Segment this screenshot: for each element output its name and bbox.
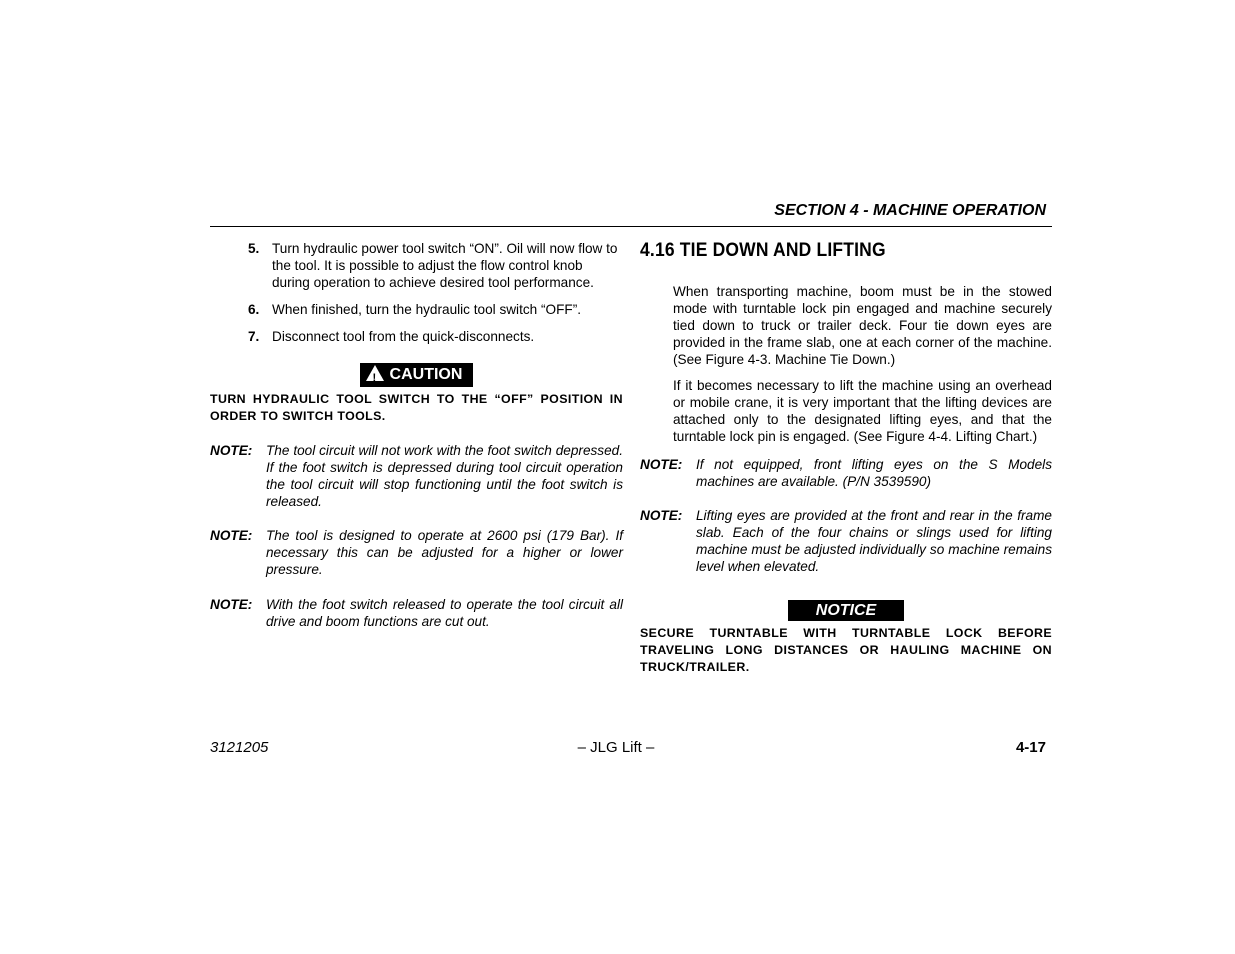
- note-label: NOTE:: [210, 528, 253, 543]
- note-item: [210, 596, 623, 630]
- footer-center: – JLG Lift –: [577, 739, 655, 756]
- note-text: With the foot switch released to operate the tool circuit all drive and boom functions are cut out.: [266, 597, 623, 629]
- note-item: [640, 456, 1052, 490]
- note-label: NOTE:: [210, 597, 253, 612]
- note-text: If not equipped, front lifting eyes on the S Models machines are available. (P/N 3539590): [696, 457, 1052, 489]
- section-header: SECTION 4 - MACHINE OPERATION: [774, 202, 1046, 219]
- note-item: [210, 527, 623, 578]
- step-text: When finished, turn the hydraulic tool switch “OFF”.: [272, 302, 581, 317]
- step-text: Turn hydraulic power tool switch “ON”. Oil will now flow to the tool. It is possible to adjust the flow control knob during operation to achieve desired tool performance.: [272, 241, 618, 290]
- notice-badge-wrap: [640, 600, 1052, 622]
- step-item: [210, 240, 623, 291]
- note-item: [210, 442, 623, 510]
- note-text: Lifting eyes are provided at the front and rear in the frame slab. Each of the four chains or slings used for lifting machine must be adjusted individually so machine remains level when elevated.: [696, 508, 1052, 574]
- note-item: [640, 507, 1052, 575]
- left-column: [210, 240, 623, 630]
- header-rule: [210, 226, 1052, 227]
- note-label: NOTE:: [210, 443, 253, 458]
- paragraph: When transporting machine, boom must be in the stowed mode with turntable lock pin engaged and machine securely tied down to truck or trailer deck. Four tie down eyes are provided in the frame slab, one at each corner of the machine. (See Figure 4-3. Machine Tie Down.): [673, 284, 1052, 367]
- caution-badge-wrap: [210, 363, 623, 387]
- note-label: NOTE:: [640, 508, 683, 523]
- notice-text: SECURE TURNTABLE WITH TURNTABLE LOCK BEFORE TRAVELING LONG DISTANCES OR HAULING MACHINE ON TRUCK/TRAILER.: [640, 626, 1052, 674]
- step-item: [210, 301, 623, 318]
- step-text: Disconnect tool from the quick-disconnects.: [272, 329, 535, 344]
- doc-number: 3121205: [210, 739, 269, 756]
- section-title: 4.16 TIE DOWN AND LIFTING: [640, 240, 886, 261]
- caution-text: TURN HYDRAULIC TOOL SWITCH TO THE “OFF” POSITION IN ORDER TO SWITCH TOOLS.: [210, 392, 623, 423]
- step-item: [210, 328, 623, 345]
- step-number: 7.: [248, 329, 260, 344]
- note-text: The tool is designed to operate at 2600 psi (179 Bar). If necessary this can be adjusted for a higher or lower pressure.: [266, 528, 623, 577]
- caution-badge: [360, 363, 474, 387]
- page-number: 4-17: [1015, 739, 1046, 756]
- step-number: 5.: [248, 241, 260, 256]
- step-number: 6.: [248, 302, 260, 317]
- notice-badge: NOTICE: [788, 600, 904, 621]
- caution-label: CAUTION: [389, 366, 463, 383]
- right-column: [640, 240, 1052, 676]
- note-text: The tool circuit will not work with the foot switch depressed. If the foot switch is depressed during tool circuit operation the tool circuit will stop functioning until the foot switch is released.: [266, 443, 623, 509]
- warning-triangle-icon: !: [366, 365, 384, 381]
- note-label: NOTE:: [640, 457, 683, 472]
- paragraph: If it becomes necessary to lift the machine using an overhead or mobile crane, it is very important that the lifting devices are attached only to the designated lifting eyes, and that the turntable lock pin is engaged. (See Figure 4-4. Lifting Chart.): [673, 378, 1052, 444]
